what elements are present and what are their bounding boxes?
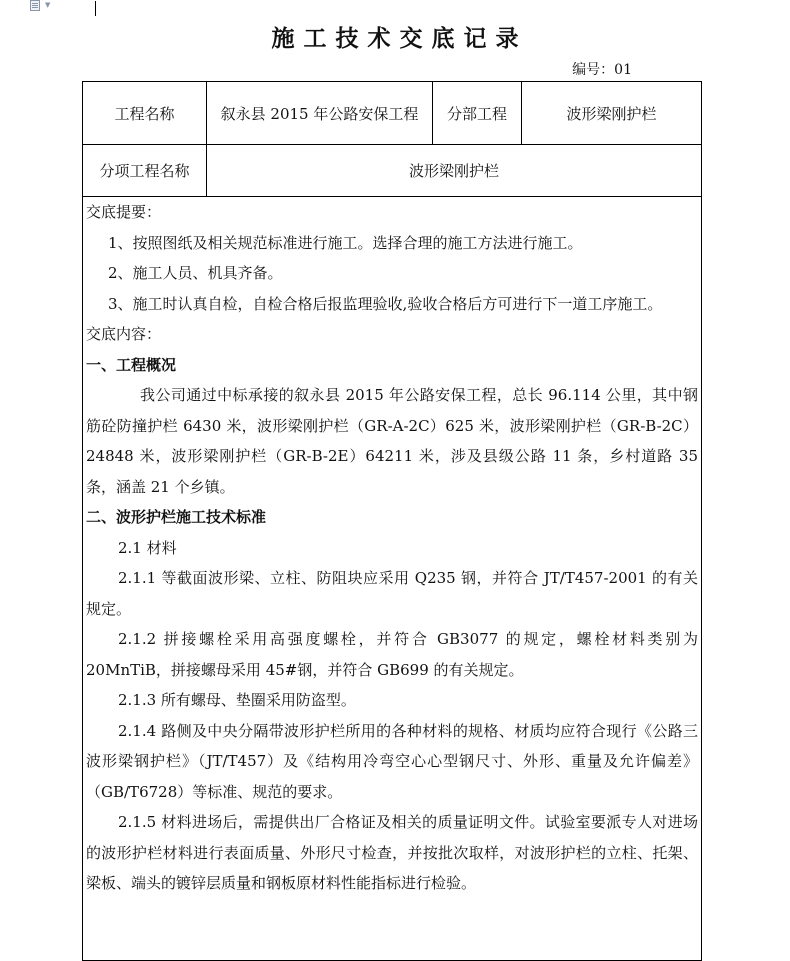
content-heading: 交底内容：	[86, 325, 162, 343]
project-overview-text: 我公司通过中标承接的叙永县 2015 年公路安保工程，总长 96.114 公里，其中钢筋砼防撞护栏 6430 米，波形梁刚护栏（GR-A-2C）625 米，波形梁刚护栏（GR-B-2C）24848 米，波形梁刚护栏（GR-B-2E）64211 米，涉及县级公路 11 条，乡村道路 35 条，涵盖 21 个乡镇。	[86, 386, 698, 496]
project-name-label: 工程名称	[83, 82, 207, 144]
summary-item: 2、施工人员、机具齐备。	[108, 264, 283, 282]
document-title: 施工技术交底记录	[271, 25, 528, 52]
subitem-label: 分项工程名称	[83, 144, 207, 196]
summary-item: 3、施工时认真自检，自检合格后报监理验收,验收合格后方可进行下一道工序施工。	[108, 294, 663, 313]
disclosure-heading: 交底提要：	[86, 203, 162, 221]
subitem-value[interactable]: 波形梁刚护栏	[408, 161, 499, 180]
table-row	[83, 82, 701, 145]
disclosure-content[interactable]	[86, 197, 698, 899]
document-icon[interactable]	[30, 0, 43, 11]
document-number: 编号：01	[572, 62, 632, 78]
summary-item: 1、按照图纸及相关规范标准进行施工。选择合理的施工方法进行施工。	[108, 233, 583, 252]
section-heading: 二、波形护栏施工技术标准	[86, 508, 267, 526]
material-item: 2.1.4 路侧及中央分隔带波形护栏所用的各种材料的规格、材质均应符合现行《公路三波形梁钢护栏》（JT/T457）及《结构用冷弯空心心型钢尺寸、外形、重量及允许偏差》（GB/T6728）等标准、规范的要求。	[86, 721, 698, 801]
section-heading: 一、工程概况	[86, 355, 177, 374]
division-value[interactable]: 波形梁刚护栏	[566, 104, 657, 123]
division-label: 分部工程	[433, 82, 522, 144]
text-cursor	[95, 1, 96, 16]
chevron-down-icon[interactable]: ▼	[45, 1, 51, 9]
material-item: 2.1.3 所有螺母、垫圈采用防盗型。	[118, 691, 356, 709]
table-row	[83, 144, 701, 197]
material-item: 2.1.5 材料进场后，需提供出厂合格证及相关的质量证明文件。试验室要派专人对进场的波形护栏材料进行表面质量、外形尺寸检查，并按批次取样，对波形护栏的立柱、托架、梁板、端头的镀锌层质量和钢板原材料性能指标进行检验。	[86, 813, 698, 892]
subsection-heading: 2.1 材料	[118, 538, 177, 557]
material-item: 2.1.1 等截面波形梁、立柱、防阻块应采用 Q235 钢，并符合 JT/T457-2001 的有关规定。	[86, 569, 698, 618]
material-item: 2.1.2 拼接螺栓采用高强度螺栓，并符合 GB3077 的规定，螺栓材料类别为 20MnTiB，拼接螺母采用 45#钢，并符合 GB699 的有关规定。	[86, 630, 698, 679]
project-name-value[interactable]: 叙永县 2015 年公路安保工程	[207, 82, 433, 144]
